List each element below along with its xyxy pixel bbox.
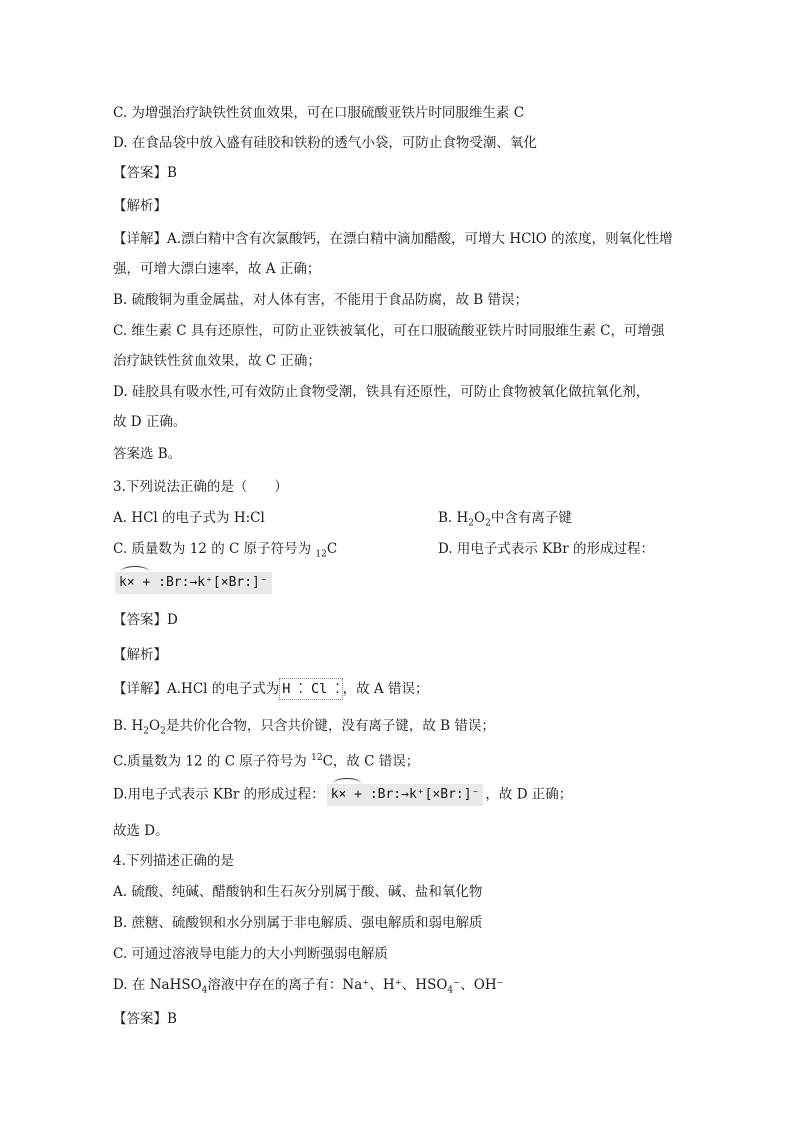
kbr-formation-formula-2: k× + :Br:→k⁺[×Br:]⁻ [327,784,484,806]
detail-1-d-cont: 故 D 正确。 [113,414,187,430]
detail-1-a-cont: 强，可增大漂白速率，故 A 正确； [113,261,321,277]
analysis-label-1: 【解析】 [113,198,167,214]
detail-1-c: C. 维生素 C 具有还原性，可防止亚铁被氧化，可在口服硫酸亚铁片时同服维生素 C，可增强 [113,323,665,339]
option-d-previous: D. 在食品袋中放入盛有硅胶和铁粉的透气小袋，可防止食物受潮、氧化 [113,135,537,151]
choice-3: 故选 D。 [113,823,169,839]
detail-1-d: D. 硅胶具有吸水性,可有效防止食物受潮，铁具有还原性，可防止食物被氧化做抗氧化剂， [113,384,650,400]
detail-3-c: C.质量数为 12 的 C 原子符号为 $^{12}$C，故 C 错误； [113,753,420,770]
kbr-formation-formula: k× + :Br:→k⁺[×Br:]⁻ [115,572,272,594]
detail-3-d: D.用电子式表示 KBr 的形成过程： k× + :Br:→k⁺[×Br:]⁻ ，故 D 正确； [113,784,572,806]
answer-label-4: 【答案】B [113,1011,177,1027]
choice-1: 答案选 B。 [113,446,182,462]
detail-3-a: 【详解】A.HCl 的电子式为 H ⁚ Cl ⁚ ，故 A 错误； [113,678,428,700]
detail-1-b: B. 硫酸铜为重金属盐，对人体有害，不能用于食品防腐，故 B 错误； [113,292,529,308]
detail-1-a: 【详解】A.漂白精中含有次氯酸钙，在漂白精中滴加醋酸，可增大 HClO 的浓度，则氧化性增 [113,231,673,247]
question-3: 3.下列说法正确的是（ ） [113,479,288,495]
q4-option-c: C. 可通过溶液导电能力的大小判断强弱电解质 [113,946,388,962]
answer-label-3: 【答案】D [113,612,178,628]
q3-option-a: A. HCl 的电子式为 H:Cl [113,510,265,526]
hcl-electron-formula: H ⁚ Cl ⁚ [279,678,342,700]
q4-option-d: D. 在 NaHSO$_4$溶液中存在的离子有：Na⁺、H⁺、$HSO_4^-$、OH⁻ [113,977,504,996]
question-4: 4.下列描述正确的是 [113,853,234,869]
option-c-previous: C. 为增强治疗缺铁性贫血效果，可在口服硫酸亚铁片时同服维生素 C [113,105,525,121]
detail-3-b: B. $H_2O_2$是共价化合物，只含共价键，没有离子键，故 B 错误； [113,718,495,737]
q3-kbr-formula [113,572,274,594]
q3-option-b: B. $H_2O_2$中含有离子键 [438,510,572,529]
analysis-label-3: 【解析】 [113,647,167,663]
q3-option-d: D. 用电子式表示 KBr 的形成过程： [438,541,654,557]
q4-option-b: B. 蔗糖、硫酸钡和水分别属于非电解质、强电解质和弱电解质 [113,915,483,931]
answer-label-1: 【答案】B [113,165,177,181]
q3-option-c: C. 质量数为 12 的 C 原子符号为 $_{12}$C [113,541,338,560]
q4-option-a: A. 硫酸、纯碱、醋酸钠和生石灰分别属于酸、碱、盐和氧化物 [113,884,483,900]
detail-1-c-cont: 治疗缺铁性贫血效果，故 C 正确； [113,353,321,369]
